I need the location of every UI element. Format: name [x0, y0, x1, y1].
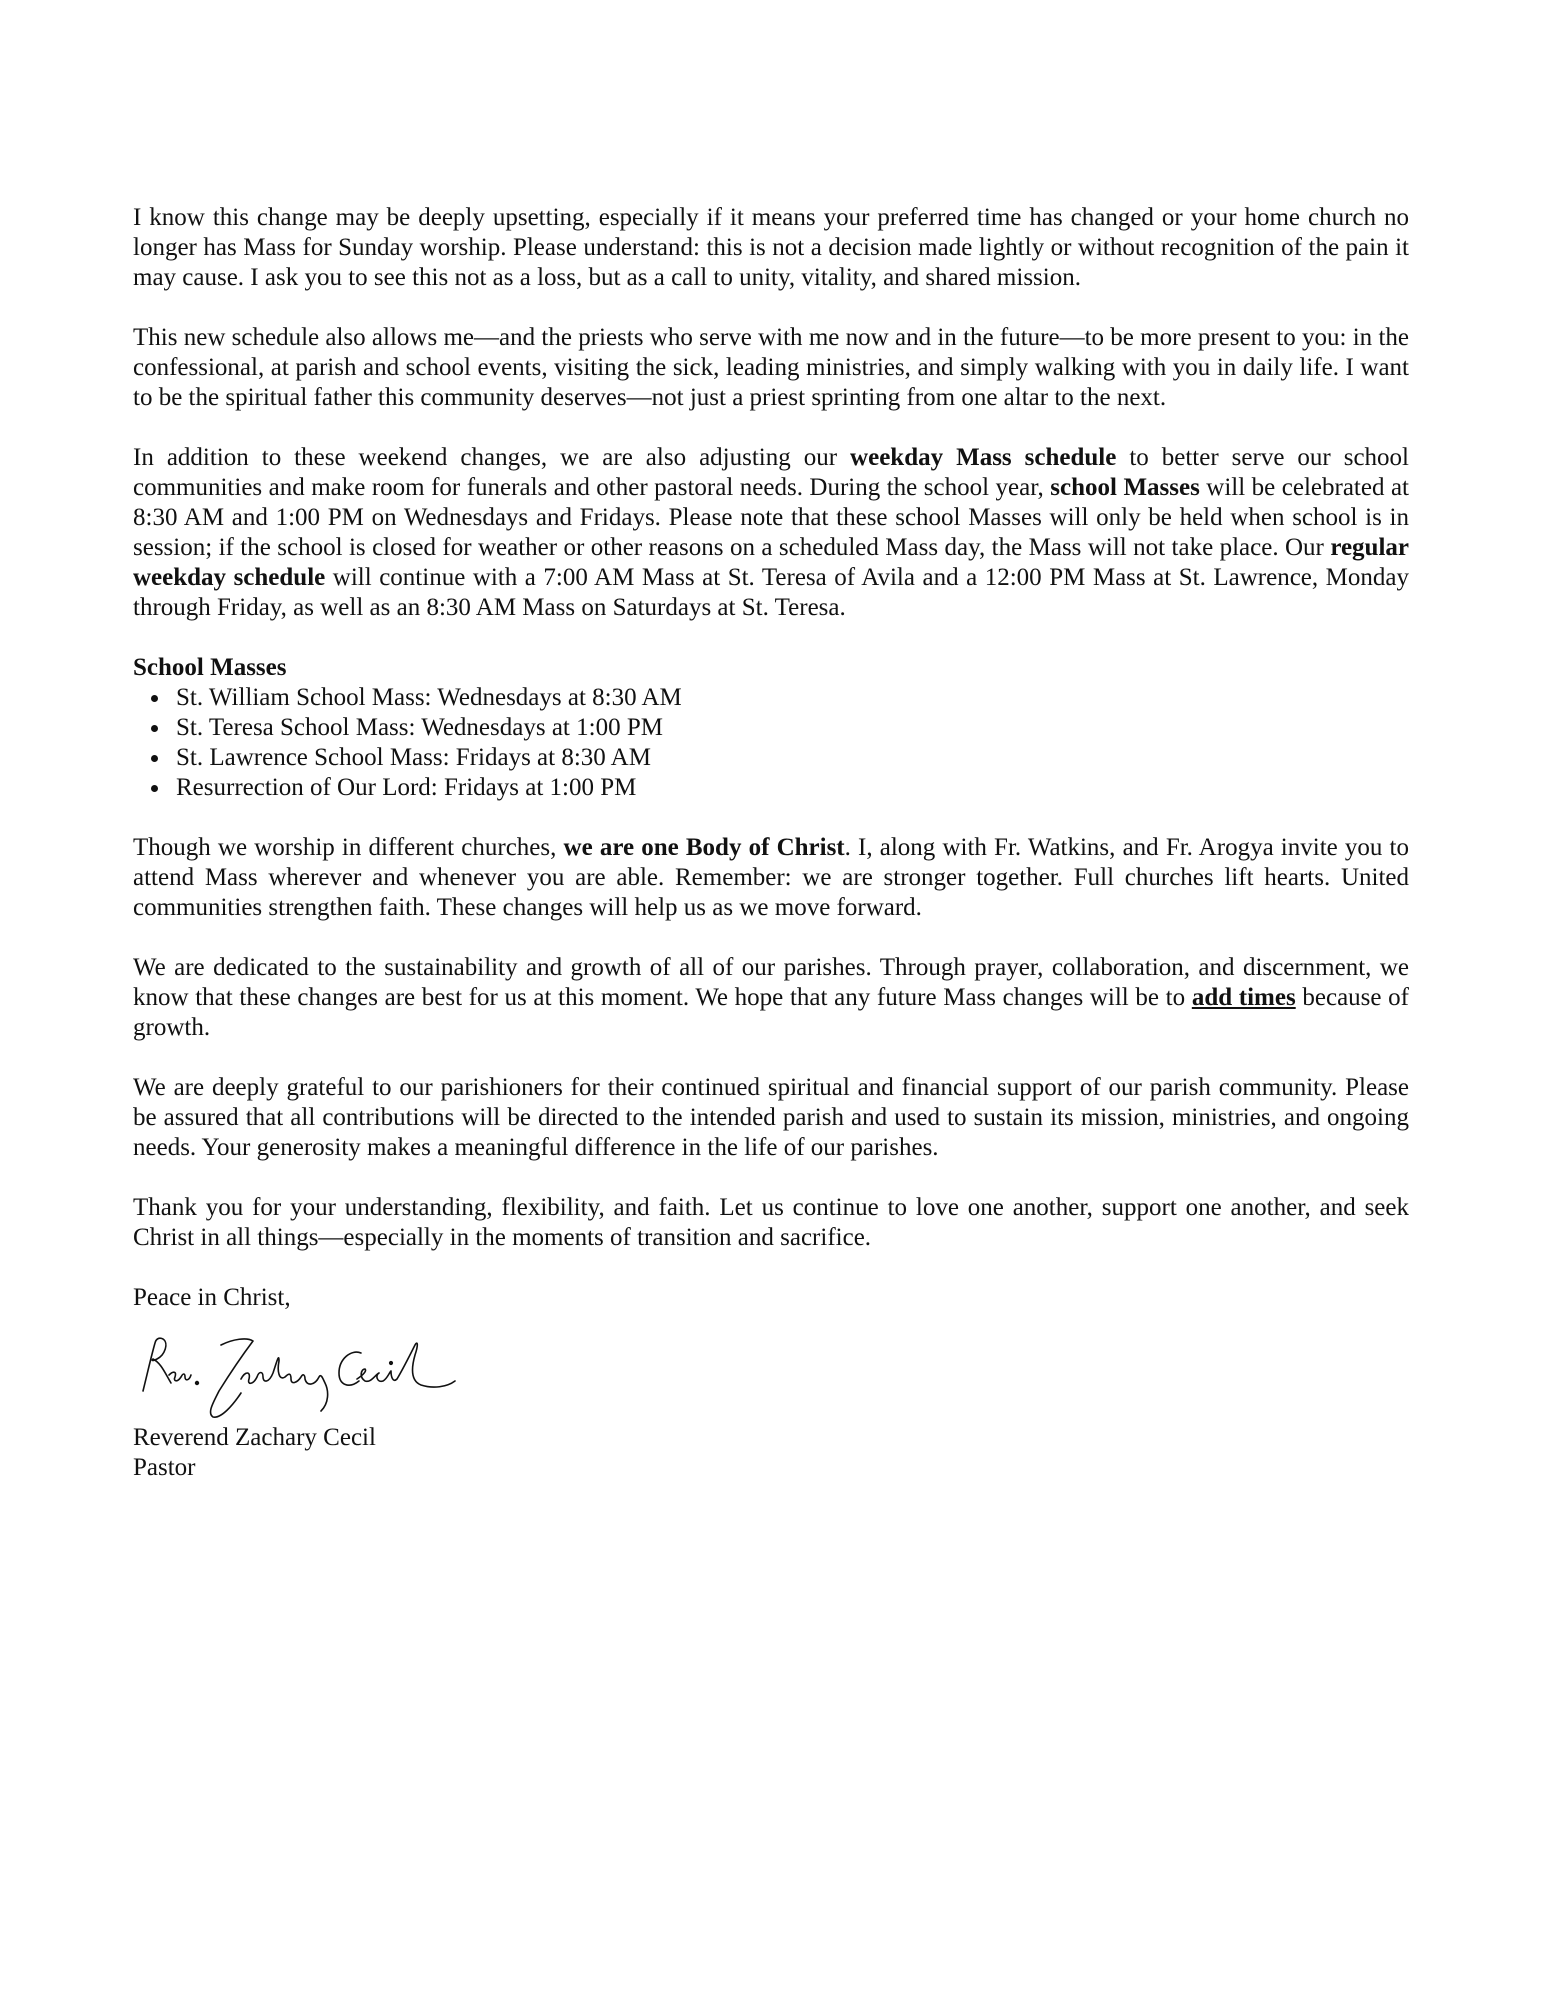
paragraph-change-upsetting: I know this change may be deeply upsetting, especially if it means your preferred time has changed or your home church no longer has Mass for Sunday worship. Please understand: this is not a decision made lightly or without recognition of the pain it may cause. I ask you to see this not as a loss, but as a call to unity, vitality, and shared mission. [133, 204, 1409, 291]
list-item: St. William School Mass: Wednesdays at 8:30 AM [176, 683, 1409, 713]
text-run: . I, along with Fr. Watkins, and Fr. Arogya invite you to attend Mass wherever and whenever you are able. Remember: we are stronger together. Full churches lift hearts. United communities strengthen faith. These changes will help us as we move forward. [133, 834, 1409, 921]
paragraph-new-schedule: This new schedule also allows me—and the priests who serve with me now and in the future—to be more present to you: in the confessional, at parish and school events, visiting the sick, leading ministries, and simply walking with you in daily life. I want to be the spiritual father this community deserves—not just a priest sprinting from one altar to the next. [133, 324, 1409, 411]
list-item: Resurrection of Our Lord: Fridays at 1:00 PM [176, 773, 1409, 803]
list-item: St. Lawrence School Mass: Fridays at 8:30 AM [176, 743, 1409, 773]
paragraph-weekday-schedule [133, 443, 1409, 623]
text-run: will be celebrated at 8:30 AM and 1:00 PM on Wednesdays and Fridays. Please note that these school Masses will only be held when school is in session; if the school is closed for weather or other reasons on a scheduled Mass day, the Mass will not take place. Our [133, 474, 1409, 561]
text-run: because of growth. [133, 984, 1409, 1041]
underlined-add-times: add times [1191, 984, 1296, 1011]
salutation: Peace in Christ, [133, 1284, 291, 1311]
text-run: to better serve our school communities and make room for funerals and other pastoral needs. During the school year, [133, 444, 1409, 501]
bold-one-body-of-christ: we are one Body of Christ [563, 834, 845, 861]
bold-regular-weekday-schedule: regular weekday schedule [133, 534, 1409, 591]
text-run: In addition to these weekend changes, we are also adjusting our [133, 444, 851, 471]
text-run: will continue with a 7:00 AM Mass at St. Teresa of Avila and a 12:00 PM Mass at St. Lawrence, Monday through Friday, as well as an 8:30 AM Mass on Saturdays at St. Teresa. [133, 564, 1409, 621]
paragraph-gratitude: We are deeply grateful to our parishioners for their continued spiritual and financial support of our parish community. Please be assured that all contributions will be directed to the intended parish and used to sustain its mission, ministries, and ongoing needs. Your generosity makes a meaningful difference in the life of our parishes. [133, 1074, 1409, 1161]
bold-school-masses: school Masses [1050, 474, 1200, 501]
handwritten-signature [129, 1313, 459, 1423]
signer-name: Reverend Zachary Cecil [133, 1424, 376, 1451]
paragraph-one-body [133, 833, 1409, 923]
school-masses-list [133, 683, 1409, 803]
letter-body [133, 203, 1409, 1483]
paragraph-sustainability [133, 953, 1409, 1043]
bold-weekday-mass-schedule: weekday Mass schedule [850, 444, 1117, 471]
text-run: We are dedicated to the sustainability and growth of all of our parishes. Through prayer, collaboration, and discernment, we know that these changes are best for us at this moment. We hope that any future Mass changes will be to [133, 954, 1409, 1011]
text-run: Though we worship in different churches, [133, 834, 564, 861]
school-masses-heading: School Masses [133, 654, 287, 681]
paragraph-thank-you: Thank you for your understanding, flexibility, and faith. Let us continue to love one another, support one another, and seek Christ in all things—especially in the moments of transition and sacrifice. [133, 1194, 1409, 1251]
signer-title: Pastor [133, 1454, 196, 1481]
list-item: St. Teresa School Mass: Wednesdays at 1:00 PM [176, 713, 1409, 743]
